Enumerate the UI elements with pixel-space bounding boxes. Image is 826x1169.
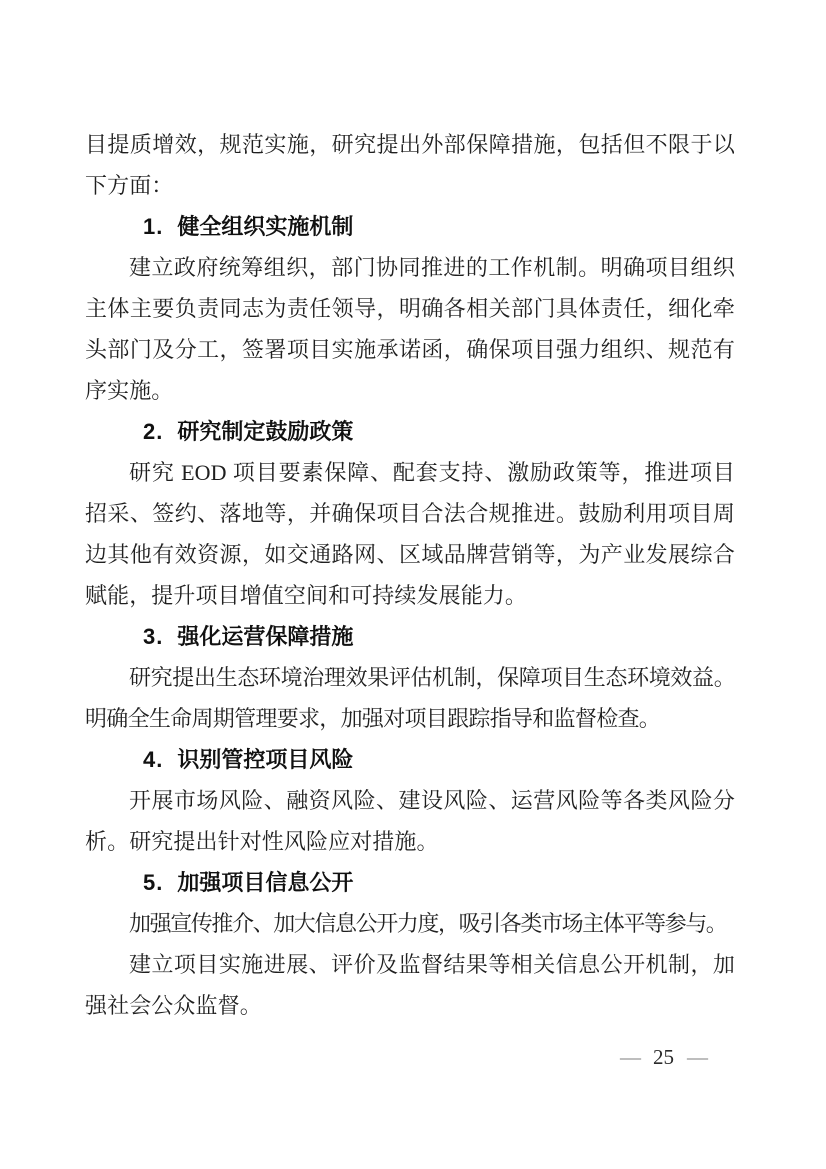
heading-number: 1.	[143, 214, 164, 239]
heading-number: 4.	[143, 747, 164, 772]
footer-dash-left: —	[620, 1045, 640, 1069]
body-paragraph: 建立项目实施进展、评价及监督结果等相关信息公开机制，加强社会公众监督。	[85, 952, 735, 1018]
section-heading	[85, 206, 735, 247]
body-paragraph: 建立政府统筹组织，部门协同推进的工作机制。明确项目组织主体主要负责同志为责任领导，明确各相关部门具体责任，细化牵头部门及分工，签署项目实施承诺函，确保项目强力组织、规范有序实施。	[85, 255, 735, 403]
heading-number: 2.	[143, 419, 164, 444]
section-heading	[85, 411, 735, 452]
page-number: 25	[653, 1045, 674, 1069]
section-heading	[85, 862, 735, 903]
body-paragraph: 研究 EOD 项目要素保障、配套支持、激励政策等，推进项目招采、签约、落地等，并确保项目合法合规推进。鼓励利用项目周边其他有效资源，如交通路网、区域品牌营销等，为产业发展综合赋能，提升项目增值空间和可持续发展能力。	[85, 460, 735, 608]
heading-number: 3.	[143, 624, 164, 649]
document-content	[85, 124, 735, 1026]
section-heading	[85, 616, 735, 657]
heading-text: 健全组织实施机制	[177, 214, 354, 239]
footer-dash-right: —	[687, 1045, 707, 1069]
body-paragraph: 加强宣传推介、加大信息公开力度，吸引各类市场主体平等参与。	[129, 911, 727, 936]
page-footer	[607, 1044, 720, 1070]
heading-text: 加强项目信息公开	[177, 870, 354, 895]
body-paragraph: 开展市场风险、融资风险、建设风险、运营风险等各类风险分析。研究提出针对性风险应对措施。	[85, 788, 735, 854]
heading-number: 5.	[143, 870, 164, 895]
heading-text: 研究制定鼓励政策	[177, 419, 354, 444]
section-heading	[85, 739, 735, 780]
body-paragraph: 研究提出生态环境治理效果评估机制，保障项目生态环境效益。明确全生命周期管理要求，加强对项目跟踪指导和监督检查。	[85, 665, 735, 731]
body-paragraph: 目提质增效，规范实施，研究提出外部保障措施，包括但不限于以下方面：	[85, 132, 735, 198]
heading-text: 识别管控项目风险	[177, 747, 354, 772]
heading-text: 强化运营保障措施	[177, 624, 354, 649]
